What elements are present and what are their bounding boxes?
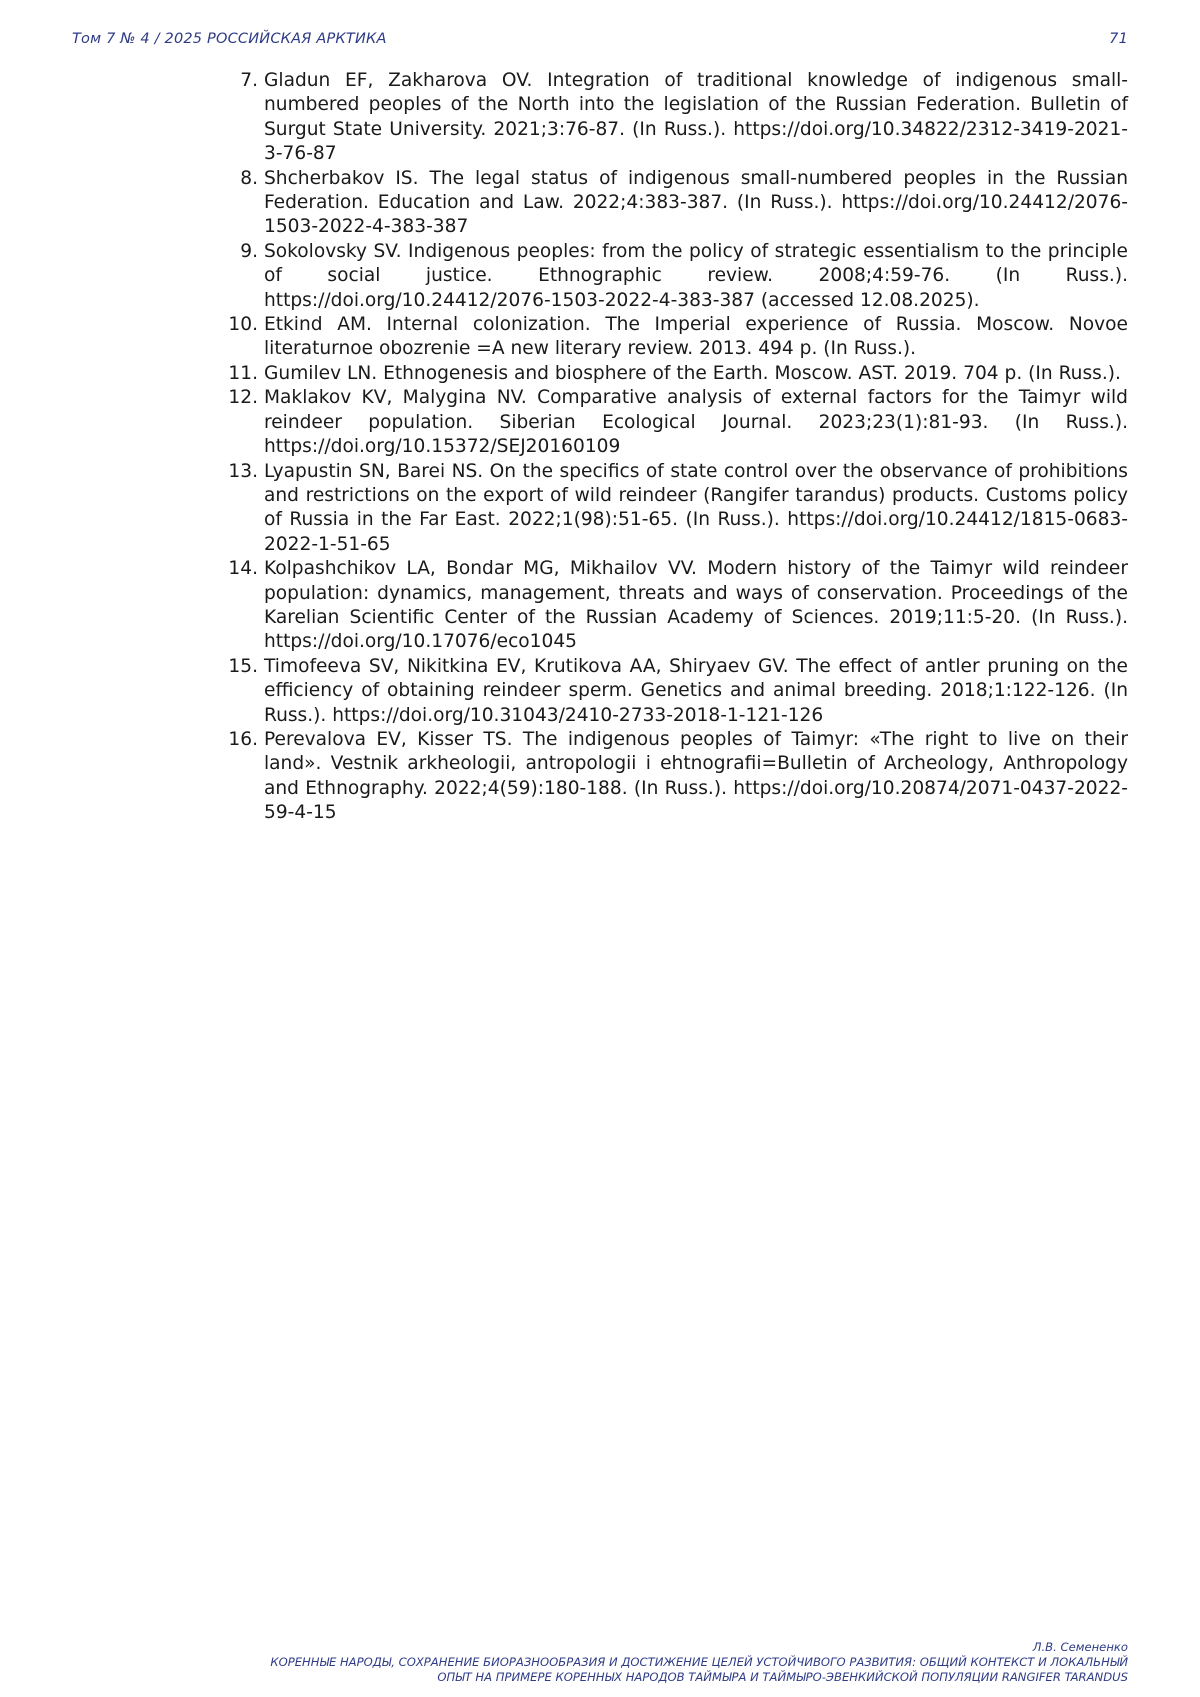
reference-text: Maklakov KV, Malygina NV. Comparative analysis of external factors for the Taimyr wild reindeer population. Siberian Ecological Journal. 2023;23(1):81-93. (In Russ.). https://doi.org/10.15372/SEJ20160109 xyxy=(264,387,1128,458)
reference-number: 8. xyxy=(240,167,258,189)
reference-number: 11. xyxy=(228,362,258,384)
footer-article-title-line-1: КОРЕННЫЕ НАРОДЫ, СОХРАНЕНИЕ БИОРАЗНООБРАЗИЯ И ДОСТИЖЕНИЕ ЦЕЛЕЙ УСТОЙЧИВОГО РАЗВИТИЯ: ОБЩИЙ КОНТЕКСТ И ЛОКАЛЬНЫЙ xyxy=(270,1655,1128,1669)
reference-item xyxy=(226,460,1128,558)
reference-number: 14. xyxy=(228,558,258,580)
reference-number: 9. xyxy=(240,240,258,262)
reference-item xyxy=(226,362,1128,386)
reference-item xyxy=(226,167,1128,240)
running-head xyxy=(72,31,1128,51)
journal-title: Том 7 № 4 / 2025 РОССИЙСКАЯ АРКТИКА xyxy=(72,31,387,47)
reference-item xyxy=(226,313,1128,362)
reference-item xyxy=(226,69,1128,167)
reference-number: 10. xyxy=(228,314,258,336)
reference-text: Gladun EF, Zakharova OV. Integration of traditional knowledge of indigenous small-numbered peoples of the North into the legislation of the Russian Federation. Bulletin of Surgut State University. 2021;3:76-87. (In Russ.). https://doi.org/10.34822/2312-3419-2021-3-76-87 xyxy=(264,70,1128,165)
reference-text: Perevalova EV, Kisser TS. The indigenous peoples of Taimyr: «The right to live on their land». Vestnik arkheologii, antropologii i ehtnografii=Bulletin of Archeology, Anthropology and Ethnography. 2022;4(59):180-188. (In Russ.). https://doi.org/10.20874/2071-0437-2022-59-4-15 xyxy=(264,728,1128,824)
reference-item xyxy=(226,728,1128,826)
footer-author: Л.В. Семененко xyxy=(1032,1640,1128,1654)
reference-text: Etkind AM. Internal colonization. The Imperial experience of Russia. Moscow. Novoe literaturnoe obozrenie =A new literary review. 2013. 494 p. (In Russ.). xyxy=(264,314,1128,360)
reference-number: 7. xyxy=(240,70,258,91)
reference-text: Timofeeva SV, Nikitkina EV, Krutikova AA, Shiryaev GV. The effect of antler pruning on the efficiency of obtaining reindeer sperm. Genetics and animal breeding. 2018;1:122-126. (In Russ.). https://doi.org/10.31043/2410-2733-2018-1-121-126 xyxy=(264,655,1128,726)
page-number: 71 xyxy=(1109,31,1128,47)
page-footer xyxy=(72,1640,1128,1685)
reference-text: Shcherbakov IS. The legal status of indigenous small-numbered peoples in the Russian Federation. Education and Law. 2022;4:383-387. (In Russ.). https://doi.org/10.24412/2076-1503-2022-4-383-387 xyxy=(264,167,1128,238)
reference-text: Kolpashchikov LA, Bondar MG, Mikhailov VV. Modern history of the Taimyr wild reindeer population: dynamics, management, threats and ways of conservation. Proceedings of the Karelian Scientific Center of the Russian Academy of Sciences. 2019;11:5-20. (In Russ.). https://doi.org/10.17076/eco1045 xyxy=(264,558,1128,653)
reference-number: 16. xyxy=(228,728,258,750)
reference-number: 13. xyxy=(228,460,258,482)
reference-item xyxy=(226,240,1128,313)
reference-item xyxy=(226,655,1128,728)
reference-text: Lyapustin SN, Barei NS. On the specifics of state control over the observance of prohibitions and restrictions on the export of wild reindeer (Rangifer tarandus) products. Customs policy of Russia in the Far East. 2022;1(98):51-65. (In Russ.). https://doi.org/10.24412/1815-0683-2022-1-51-65 xyxy=(264,460,1128,555)
reference-text: Sokolovsky SV. Indigenous peoples: from the policy of strategic essentialism to the principle of social justice. Ethnographic review. 2008;4:59-76. (In Russ.). https://doi.org/10.24412/2076-1503-2022-4-383-387 (accessed 12.08.2025). xyxy=(264,240,1128,311)
footer-article-title-line-2: ОПЫТ НА ПРИМЕРЕ КОРЕННЫХ НАРОДОВ ТАЙМЫРА И ТАЙМЫРО-ЭВЕНКИЙСКОЙ ПОПУЛЯЦИИ RANGIFER TARANDUS xyxy=(437,1670,1128,1684)
reference-number: 12. xyxy=(228,387,258,409)
reference-number: 15. xyxy=(228,655,258,677)
reference-list xyxy=(226,69,1128,826)
reference-text: Gumilev LN. Ethnogenesis and biosphere of the Earth. Moscow. AST. 2019. 704 p. (In Russ.). xyxy=(264,362,1121,384)
reference-item xyxy=(226,557,1128,655)
reference-item xyxy=(226,386,1128,459)
